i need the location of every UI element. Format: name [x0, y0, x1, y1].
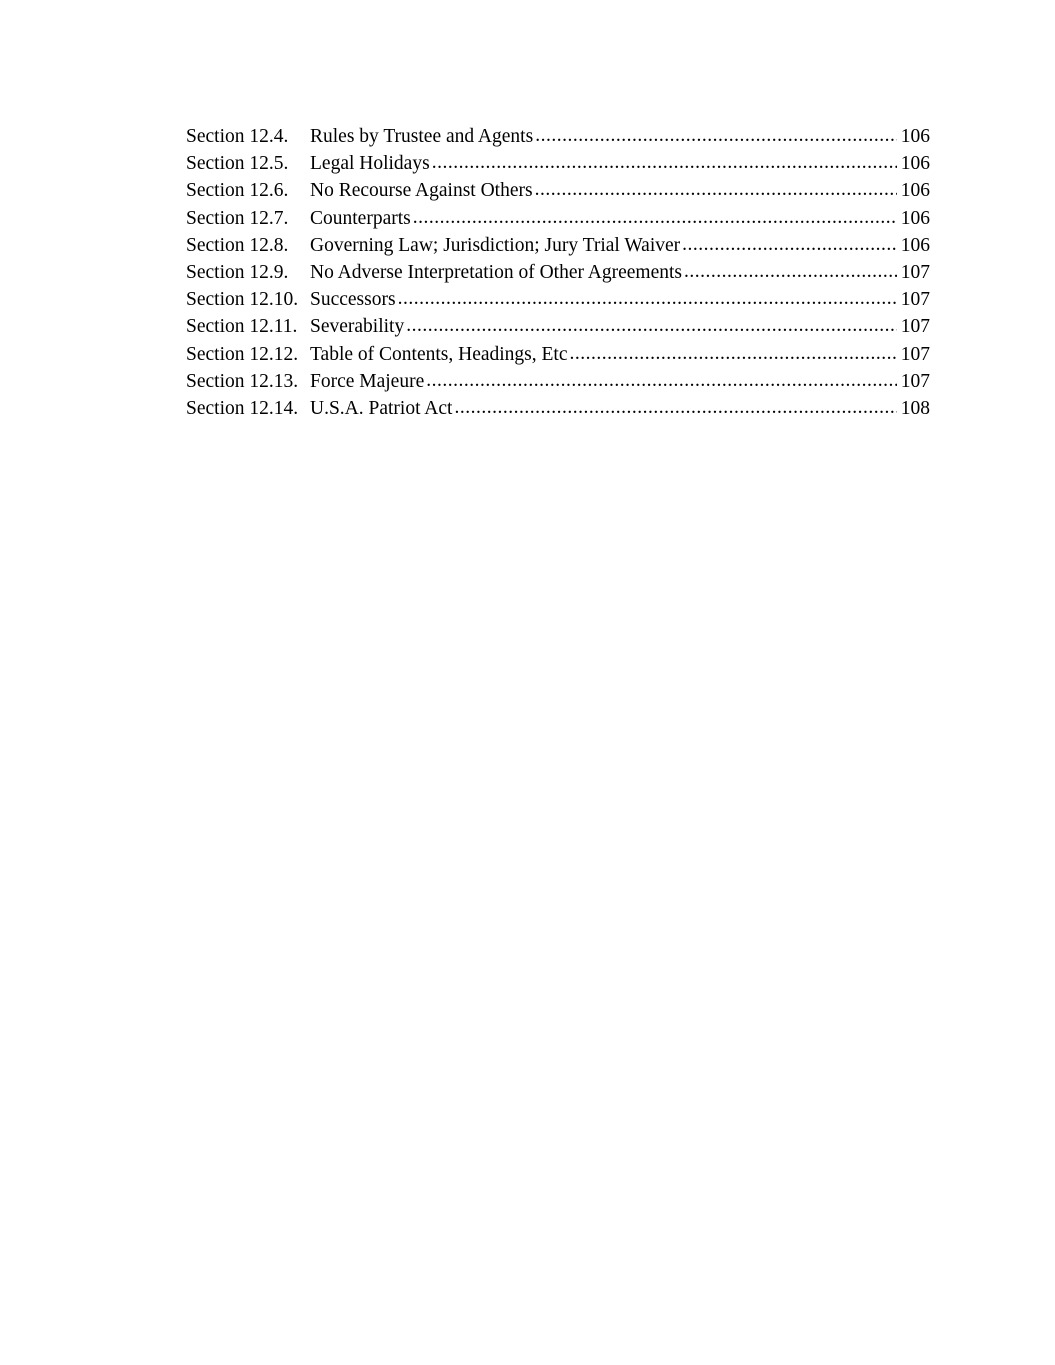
- toc-section-title: Severability: [310, 316, 405, 338]
- table-of-contents: [186, 123, 930, 422]
- toc-dot-leader: [432, 149, 897, 176]
- toc-page-number: 106: [900, 180, 930, 202]
- toc-dot-leader: [426, 367, 897, 394]
- toc-dot-leader: [682, 231, 897, 258]
- toc-page-number: 108: [900, 397, 930, 419]
- toc-dot-leader: [535, 122, 897, 149]
- toc-dot-leader: [398, 285, 897, 312]
- toc-section-title: U.S.A. Patriot Act: [310, 397, 453, 419]
- toc-section-title: Rules by Trustee and Agents: [310, 126, 534, 147]
- toc-entry[interactable]: [186, 313, 930, 340]
- toc-section-title: Force Majeure: [310, 370, 425, 392]
- toc-entry[interactable]: [186, 205, 930, 232]
- toc-section-title: Counterparts: [310, 207, 411, 229]
- toc-dot-leader: [684, 258, 897, 285]
- toc-entry[interactable]: [186, 341, 930, 368]
- toc-section-title: Table of Contents, Headings, Etc: [310, 343, 568, 365]
- toc-page-number: 107: [900, 370, 930, 392]
- toc-entry[interactable]: [186, 395, 930, 422]
- toc-dot-leader: [570, 340, 897, 367]
- toc-section-number: Section 12.4.: [186, 126, 289, 147]
- toc-entry[interactable]: [186, 368, 930, 395]
- toc-section-number: Section 12.13.: [186, 370, 299, 392]
- toc-page-number: 106: [900, 153, 930, 175]
- toc-section-title: No Adverse Interpretation of Other Agreements: [310, 261, 683, 283]
- toc-entry[interactable]: [186, 232, 930, 259]
- toc-section-number: Section 12.11.: [186, 316, 298, 338]
- toc-entry[interactable]: [186, 123, 930, 150]
- toc-page-number: 107: [900, 343, 930, 365]
- toc-section-number: Section 12.5.: [186, 153, 289, 175]
- toc-section-title: Legal Holidays: [310, 153, 430, 175]
- toc-dot-leader: [454, 394, 896, 421]
- toc-page-number: 106: [900, 234, 930, 256]
- toc-section-title: No Recourse Against Others: [310, 180, 533, 202]
- toc-page-number: 107: [900, 289, 930, 311]
- toc-entry[interactable]: [186, 150, 930, 177]
- toc-section-title: Successors: [310, 289, 396, 311]
- toc-dot-leader: [406, 312, 897, 339]
- toc-page-number: 106: [900, 126, 930, 147]
- toc-page-number: 107: [900, 261, 930, 283]
- toc-section-number: Section 12.8.: [186, 234, 289, 256]
- toc-dot-leader: [535, 176, 897, 203]
- toc-entry[interactable]: [186, 177, 930, 204]
- toc-entry[interactable]: [186, 259, 930, 286]
- toc-section-number: Section 12.12.: [186, 343, 299, 365]
- toc-dot-leader: [413, 204, 897, 231]
- toc-section-number: Section 12.9.: [186, 261, 289, 283]
- toc-page-number: 107: [900, 316, 930, 338]
- toc-page-number: 106: [900, 207, 930, 229]
- toc-section-number: Section 12.10.: [186, 289, 299, 311]
- toc-section-number: Section 12.6.: [186, 180, 289, 202]
- toc-section-number: Section 12.14.: [186, 397, 299, 419]
- toc-section-title: Governing Law; Jurisdiction; Jury Trial Waiver: [310, 234, 681, 256]
- toc-entry[interactable]: [186, 286, 930, 313]
- toc-section-number: Section 12.7.: [186, 207, 289, 229]
